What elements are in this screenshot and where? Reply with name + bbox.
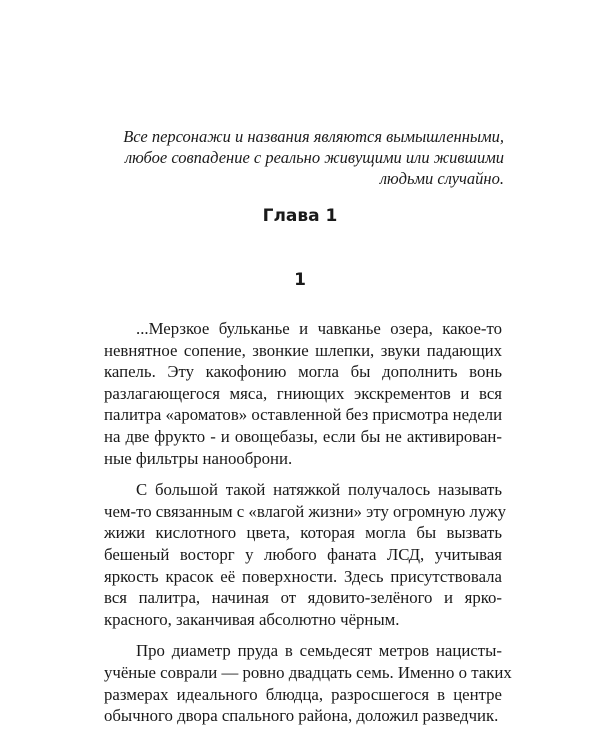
text-line: бешеный восторг у любого фаната ЛСД, учитывая — [104, 544, 502, 564]
text-line: красного, заканчивая абсолютно чёрным. — [104, 609, 400, 629]
chapter-title: Глава 1 — [262, 206, 338, 226]
body-text — [104, 318, 512, 737]
text-line: Про диаметр пруда в семьдесят метров нацисты- — [136, 641, 502, 661]
section-number: 1 — [294, 270, 306, 290]
epigraph-line: людьми случайно. — [379, 169, 504, 188]
paragraph — [104, 318, 502, 469]
text-line: вся палитра, начиная от ядовито-зелёного и ярко- — [104, 588, 502, 608]
epigraph-line: Все персонажи и названия являются вымышленными, — [123, 127, 504, 146]
text-line: жижи кислотного цвета, которая могла бы вызвать — [104, 523, 502, 543]
text-line: невнятное сопение, звонкие шлепки, звуки падающих — [104, 340, 502, 360]
text-line: чем-то связанным с «влагой жизни» эту огромную лужу — [104, 501, 507, 521]
text-line: на две фрукто - и овощебазы, если бы не активирован- — [104, 426, 502, 446]
paragraph — [104, 640, 512, 726]
text-line: ные фильтры нанооброни. — [104, 448, 293, 468]
text-line: обычного двора спального района, доложил разведчик. — [104, 706, 499, 726]
text-line: разлагающегося мяса, гниющих экскрементов и вся — [104, 383, 502, 403]
text-line: капель. Эту какофонию могла бы дополнить вонь — [104, 362, 502, 382]
text-line: ...Мерзкое бульканье и чавканье озера, какое-то — [136, 319, 502, 338]
text-line: С большой такой натяжкой получалось называть — [136, 480, 502, 500]
epigraph-line: любое совпадение с реально живущими или жившими — [124, 148, 504, 167]
text-line: размерах идеального блюдца, разросшегося в центре — [104, 684, 502, 704]
text-line: палитра «ароматов» оставленной без присмотра недели — [104, 405, 503, 425]
text-line: яркость красок её поверхности. Здесь присутствовала — [104, 566, 502, 586]
paragraph — [104, 479, 507, 630]
text-line: учёные соврали — ровно двадцать семь. Именно о таких — [104, 662, 512, 682]
epigraph — [64, 126, 504, 189]
